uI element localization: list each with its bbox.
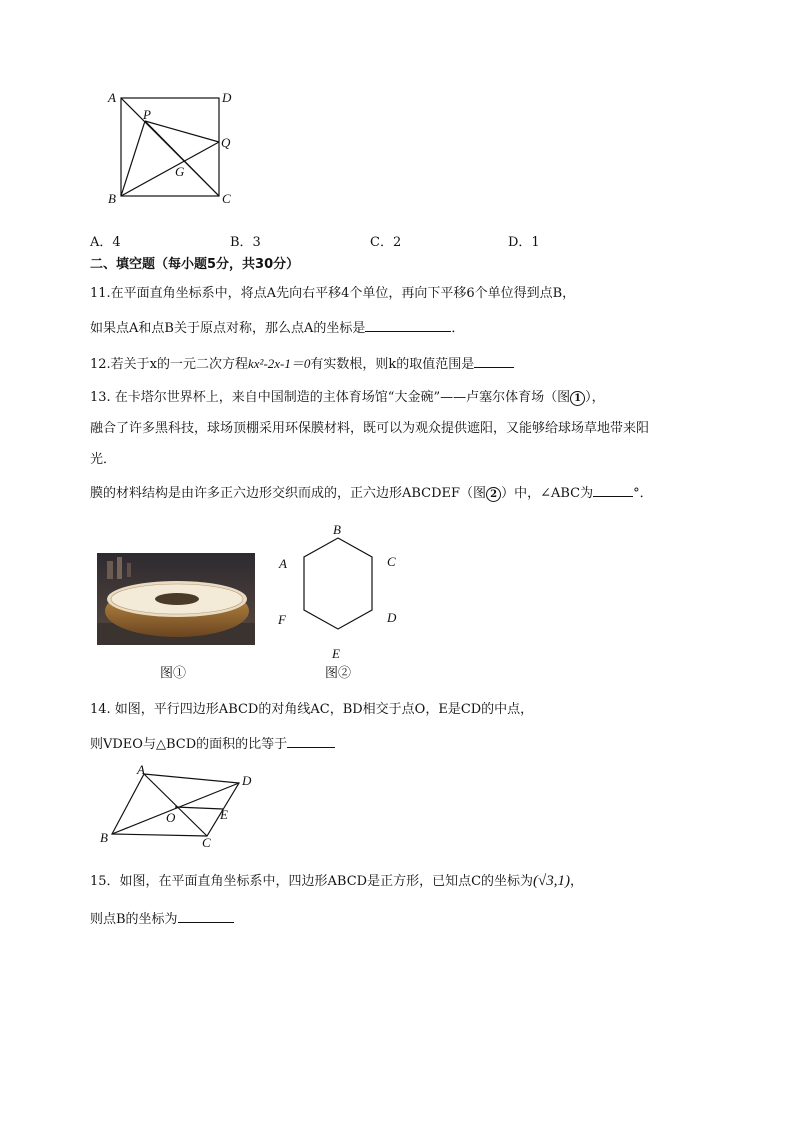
caption-figure-2: 图② (325, 666, 352, 681)
q10-option-d: D．1 (508, 235, 540, 250)
q15-coord: (√3,1) (533, 873, 571, 889)
q11-line2 (90, 317, 464, 338)
q15-text2: 则点B的坐标为 (90, 912, 178, 927)
q10-label-Q: Q (221, 135, 231, 150)
q14-label-C: C (202, 835, 211, 850)
q14-text: 则VDEO与△BCD的面积的比等于 (90, 737, 288, 752)
hex-label-E: E (332, 646, 340, 661)
q10-square-figure (100, 85, 250, 210)
hex-label-D: D (387, 610, 397, 625)
q10-option-b: B．3 (230, 235, 261, 250)
q13-text4-b: ）中，∠ABC为 (501, 486, 594, 501)
q11-text: 如果点A和点B关于原点对称，那么点A的坐标是 (90, 321, 366, 336)
q13-answer-blank[interactable] (593, 482, 633, 497)
q12-equation: kx²-2x-1＝0 (248, 356, 311, 371)
q13-line2: 融合了许多黑科技，球场顶棚采用环保膜材料，既可以为观众提供遮阳，又能够给球场草地带来阳 (90, 421, 650, 436)
q13-line4 (90, 482, 653, 503)
stadium-photo (97, 553, 255, 645)
hex-label-C: C (387, 554, 396, 569)
q15-line1 (90, 872, 583, 891)
q13-line3: 光． (90, 452, 117, 467)
q14-label-B: B (100, 830, 108, 845)
q14-label-E: E (220, 807, 228, 822)
q13-text4: 膜的材料结构是由许多正六边形交织而成的，正六边形ABCDEF（图 (90, 486, 487, 501)
q12-text-b: 有实数根，则k的取值范围是 (310, 357, 475, 372)
q13-line1 (90, 389, 605, 407)
q10-label-C: C (222, 191, 231, 206)
q15-text: 15．如图，在平面直角坐标系中，四边形ABCD是正方形，已知点C的坐标为 (90, 874, 534, 889)
q15-line2 (90, 908, 234, 929)
hex-label-B: B (333, 522, 341, 537)
q12-answer-blank[interactable] (474, 353, 514, 368)
q13-text1: 13. 在卡塔尔世界杯上，来自中国制造的主体育场馆“大金碗”——卢塞尔体育场（图 (90, 390, 571, 405)
q10-option-a: A．4 (90, 235, 121, 250)
parallelogram-figure (95, 762, 270, 852)
hex-label-A: A (279, 556, 287, 571)
section-heading: 二、填空题（每小题5分，共30分） (90, 257, 300, 272)
q10-label-A: A (108, 90, 116, 105)
q14-answer-blank[interactable] (287, 733, 335, 748)
q12-line (90, 353, 514, 374)
q13-circle-2: 2 (486, 487, 501, 502)
q11-line1: 11.在平面直角坐标系中，将点A先向右平移4个单位，再向下平移6个单位得到点B， (90, 286, 576, 301)
q10-label-G: G (175, 164, 185, 179)
q10-label-D: D (222, 90, 232, 105)
q13-text1-end: ）， (585, 390, 605, 405)
q11-answer-blank[interactable] (365, 317, 451, 332)
q14-line2 (90, 733, 335, 754)
hexagon-figure (270, 518, 410, 663)
caption-figure-1: 图① (160, 666, 187, 681)
hex-label-F: F (278, 612, 286, 627)
q14-label-D: D (242, 773, 252, 788)
q15-text-end: ， (570, 874, 584, 889)
q13-end: °． (633, 486, 653, 501)
q10-label-P: P (143, 107, 151, 122)
q11-end: ． (451, 321, 465, 336)
q14-label-O: O (166, 810, 176, 825)
q14-line1: 14. 如图，平行四边形ABCD的对角线AC，BD相交于点O，E是CD的中点， (90, 702, 534, 717)
q15-answer-blank[interactable] (178, 908, 234, 923)
q10-label-B: B (108, 191, 116, 206)
q13-circle-1: 1 (570, 391, 585, 406)
q14-label-A: A (137, 762, 145, 777)
q12-text-a: 12.若关于x的一元二次方程 (90, 357, 249, 372)
q10-option-c: C．2 (370, 235, 402, 250)
